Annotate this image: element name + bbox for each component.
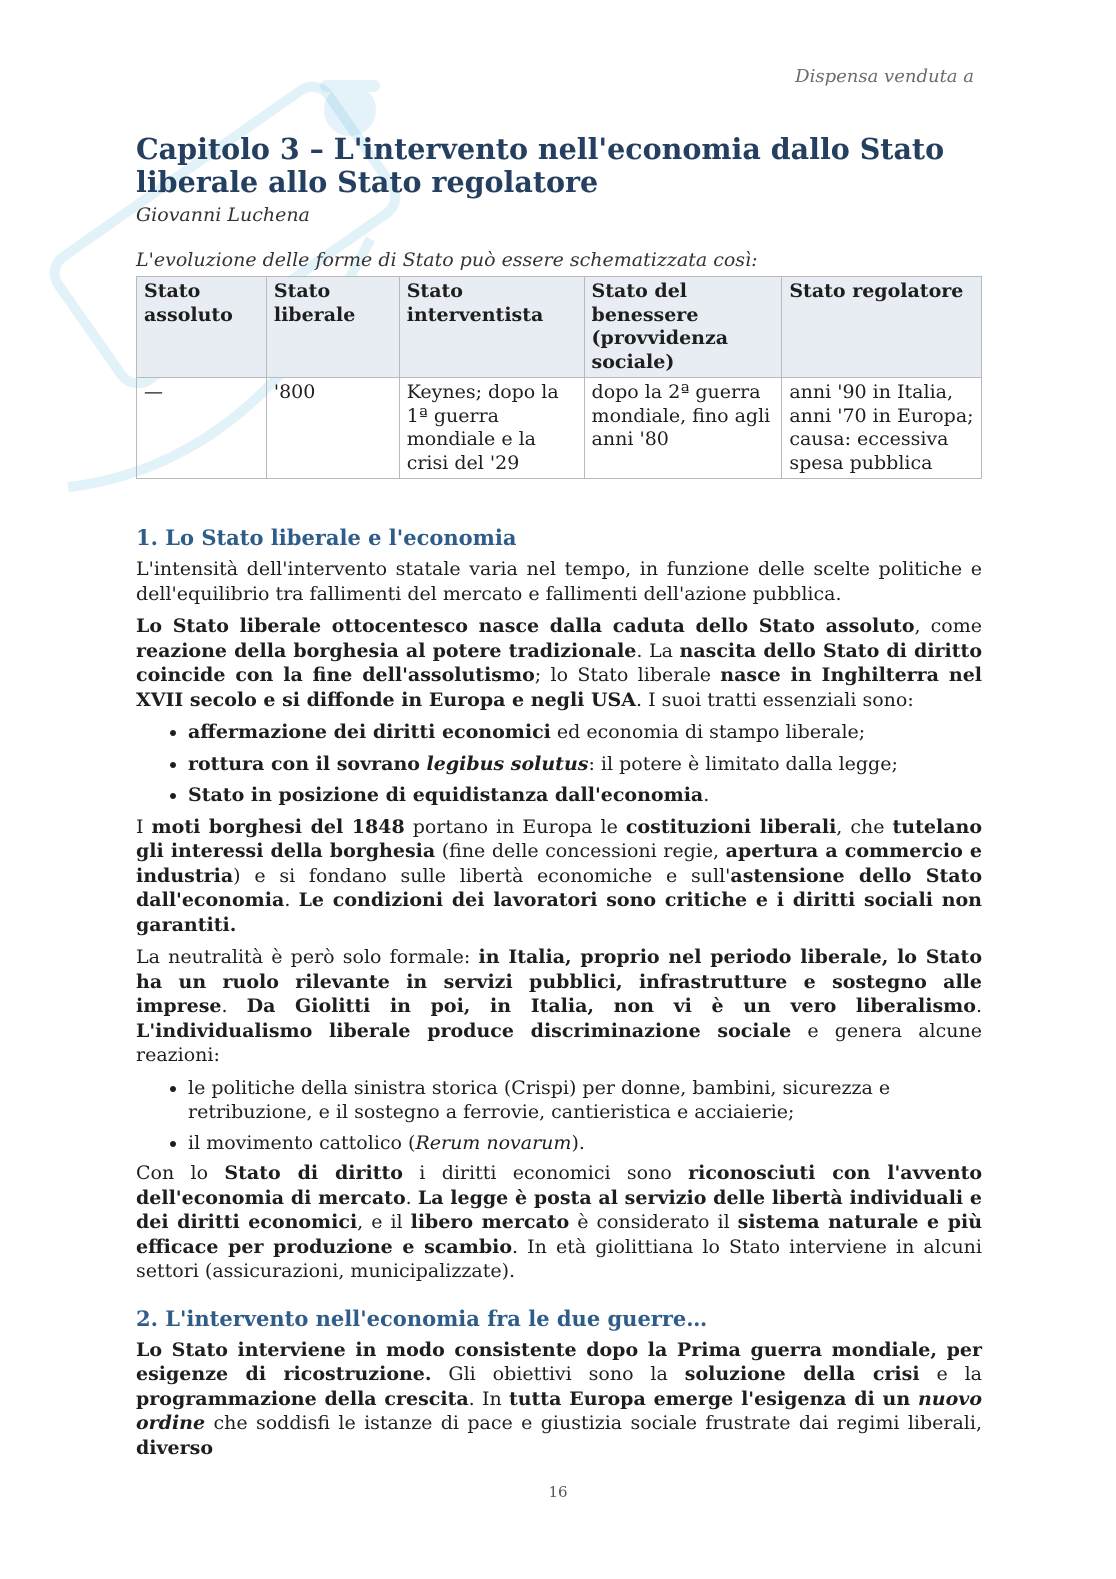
bold-text: libero mercato [410,1211,570,1233]
text-span: . [405,1186,418,1209]
text-span: . In età giolittiana lo Stato interviene in alcuni settori (assicurazioni, municipalizzate). [136,1235,982,1282]
bold-text: L'individualismo liberale produce discriminazione sociale [136,1019,792,1042]
bold-text: astensione dello Stato dall'economia [136,864,982,911]
bold-text: Le condizioni dei lavoratori sono critiche e i diritti sociali non garantiti. [136,889,982,936]
table-intro: L'evoluzione delle forme di Stato può essere schematizzata così: [136,249,758,271]
table-cell: '800 [266,378,399,479]
text-span: ed economia di stampo liberale; [550,721,866,743]
bold-text: apertura a commercio e industria [136,840,982,887]
bold-text: rottura con il sovrano [188,752,427,775]
text-span: che soddisfi le istanze di pace e giustizia sociale frustrate dai regimi liberali, [205,1412,982,1434]
bold-text: soluzione della crisi [684,1363,920,1385]
table-cell: anni '90 in Italia, anni '70 in Europa; causa: eccessiva spesa pubblica [782,378,982,479]
text-span: I [136,815,152,838]
text-span: il movimento cattolico ( [188,1131,416,1154]
list-item [188,752,982,777]
paragraph [136,1161,982,1284]
text-span: Gli obiettivi sono la [431,1363,685,1385]
text-span: . [221,995,247,1017]
text-span: Con lo [136,1162,225,1184]
text-span: . [703,784,710,806]
bold-text: La legge è posta al servizio delle libertà individuali e dei diritti economici [136,1186,982,1233]
table-cell: Keynes; dopo la 1ª guerra mondiale e la crisi del '29 [399,378,584,479]
text-span: ). [571,1131,585,1154]
text-span: . La [636,639,680,662]
italic-text: legibus solutus [426,752,589,775]
italic-text: Rerum novarum [415,1131,572,1154]
bold-text: riconosciuti con l'avvento dell'economia di mercato [136,1162,983,1209]
bold-text: affermazione dei diritti economici [188,721,551,743]
paragraph [136,815,982,938]
chapter-title: Capitolo 3 – L'intervento nell'economia dallo Stato liberale allo Stato regolatore [136,132,945,199]
text-span: e la [919,1363,983,1385]
bold-text: moti borghesi del 1848 [151,815,405,838]
bold-text: programmazione della crescita [136,1387,469,1410]
bold-text: Da Giolitti in poi, in Italia, non vi è un vero liberalismo [246,995,976,1017]
table-header-row [137,277,982,378]
section-heading: 1. Lo Stato liberale e l'economia [136,525,517,550]
bullet-list [136,1076,982,1156]
bold-text: in Italia, proprio nel periodo liberale, lo Stato ha un ruolo rilevante in servizi pubblici, infrastrutture e sostegno alle imprese [136,946,982,1017]
bold-text: tutta Europa emerge l'esigenza di un [508,1387,918,1410]
list-item [188,720,982,745]
text-span: : il potere è limitato dalla legge; [588,752,898,775]
paragraph: L'intensità dell'intervento statale varia nel tempo, in funzione delle scelte politiche e dell'equilibrio tra fallimenti del mercato e fallimenti dell'azione pubblica. [136,558,982,605]
text-span: . I suoi tratti essenziali sono: [636,688,914,711]
table-header-cell: Stato interventista [399,277,584,378]
bold-text: Stato di diritto [224,1162,403,1184]
text-span: i diritti economici sono [402,1162,689,1184]
header-note: Dispensa venduta a [795,66,974,87]
text-span: e genera alcune reazioni: [136,1019,982,1066]
section-heading: 2. L'intervento nell'economia fra le due guerre… [136,1305,708,1331]
page-number: 16 [548,1483,568,1501]
chapter-author: Giovanni Luchena [136,204,310,226]
main-content [136,133,982,1468]
bullet-list [136,720,982,808]
paragraph [136,614,982,712]
text-span: , che [836,815,893,838]
text-span: . [975,995,982,1017]
table-header-cell: Stato liberale [266,277,399,378]
text-span: . [284,889,299,911]
list-item [188,783,982,808]
table-header-cell: Stato regolatore [782,277,982,378]
bold-italic-text [427,753,589,775]
text-span: portano in Europa le [404,815,626,838]
bold-text: nasce in Inghilterra nel XVII secolo e si diffonde in Europa e negli USA [136,664,982,711]
list-item: • le politiche della sinistra storica (Crispi) per donne, bambini, sicurezza e retribuzione, e il sostegno a ferrovie, cantieristica e acciaierie; [188,1076,982,1125]
bold-text: nascita dello Stato di diritto coincide con la fine dell'assolutismo [136,639,982,686]
bold-text: Stato in posizione di equidistanza dall'economia [188,784,704,806]
bold-text: reazione della borghesia al potere tradizionale [136,639,637,662]
paragraph [136,1338,982,1461]
text-span: . In [468,1387,509,1410]
table-header-cell: Stato del benessere (provvidenza sociale) [584,277,782,378]
state-forms-table [136,276,982,479]
bold-text: tutelano gli interessi della borghesia [136,815,982,862]
list-item [188,1131,982,1156]
text-span: ) e si fondano sulle libertà economiche e sull' [233,864,731,887]
italic-text: nuovo ordine [136,1387,982,1434]
text-span: La neutralità è però solo formale: [136,946,479,968]
text-span: , come [914,615,983,637]
text-span: è considerato il [569,1211,738,1233]
bold-text: Lo Stato liberale ottocentesco nasce dalla caduta dello Stato assoluto [136,615,915,637]
table-row [137,378,982,479]
bold-text: costituzioni liberali [625,815,837,838]
table-cell: — [137,378,267,479]
table-header-cell: Stato assoluto [137,277,267,378]
table-cell: dopo la 2ª guerra mondiale, fino agli anni '80 [584,378,782,479]
bold-text: diverso [136,1436,214,1459]
bold-text: Lo Stato interviene in modo consistente dopo la Prima guerra mondiale, per esigenze di ricostruzione. [136,1338,982,1385]
text-span: (fine delle concessioni regie, [435,840,726,862]
bold-text: sistema naturale e più efficace per produzione e scambio [136,1211,983,1258]
paragraph [136,945,982,1068]
text-span: ; lo Stato liberale [534,664,721,686]
text-span: , e il [357,1211,411,1233]
